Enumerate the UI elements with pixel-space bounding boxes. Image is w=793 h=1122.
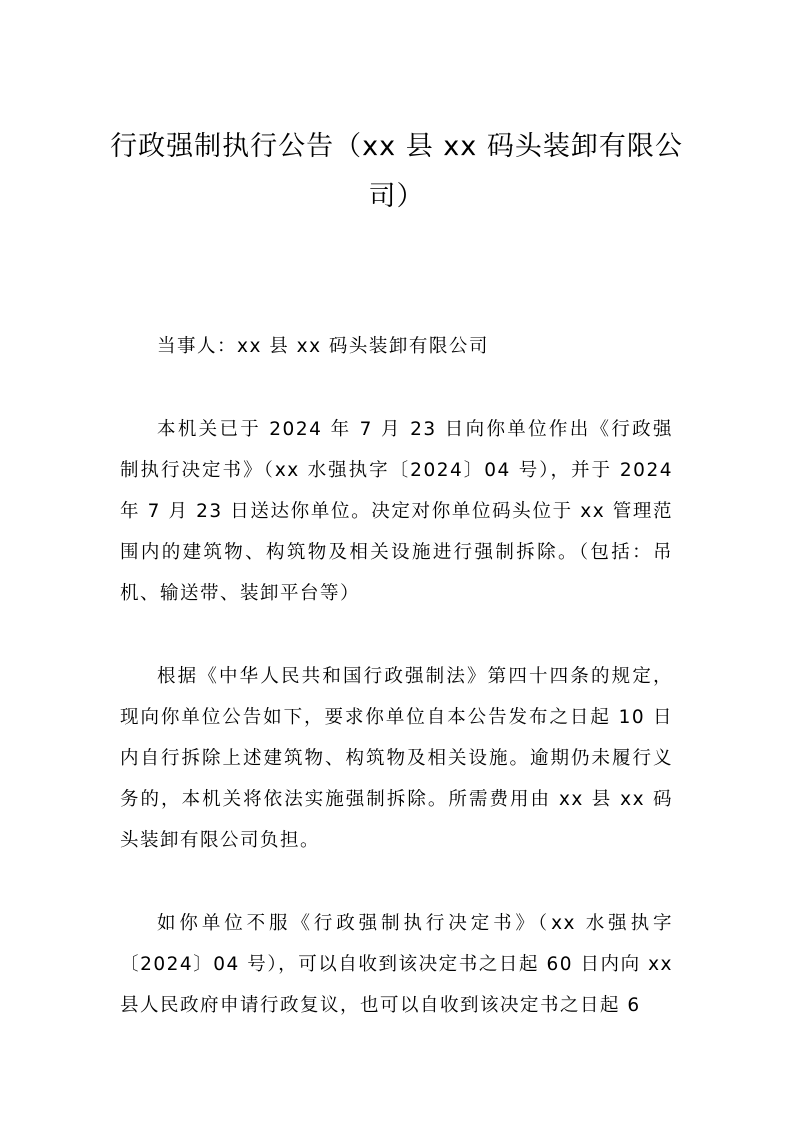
document-title: 行政强制执行公告（xx 县 xx 码头装卸有限公司） xyxy=(110,131,683,212)
party-paragraph: 当事人：xx 县 xx 码头装卸有限公司 xyxy=(157,336,489,357)
appeal-paragraph: 如你单位不服《行政强制执行决定书》（xx 水强执字〔2024〕04 号），可以自收到该决定书之日起 60 日内向 xx 县人民政府申请行政复议，也可以自收到该决定书之日起 6 xyxy=(120,913,673,1016)
decision-paragraph: 本机关已于 2024 年 7 月 23 日向你单位作出《行政强制执行决定书》（xx 水强执字〔2024〕04 号），并于 2024 年 7 月 23 日送达你单位。决定对你单位码头位于 xx 管理范围内的建筑物、构筑物及相关设施进行强制拆除。（包括：吊机、输送带、装卸平台等） xyxy=(120,419,673,604)
legal-basis-paragraph: 根据《中华人民共和国行政强制法》第四十四条的规定，现向你单位公告如下，要求你单位自本公告发布之日起 10 日内自行拆除上述建筑物、构筑物及相关设施。逾期仍未履行义务的，本机关将依法实施强制拆除。所需费用由 xx 县 xx 码头装卸有限公司负担。 xyxy=(120,666,673,851)
